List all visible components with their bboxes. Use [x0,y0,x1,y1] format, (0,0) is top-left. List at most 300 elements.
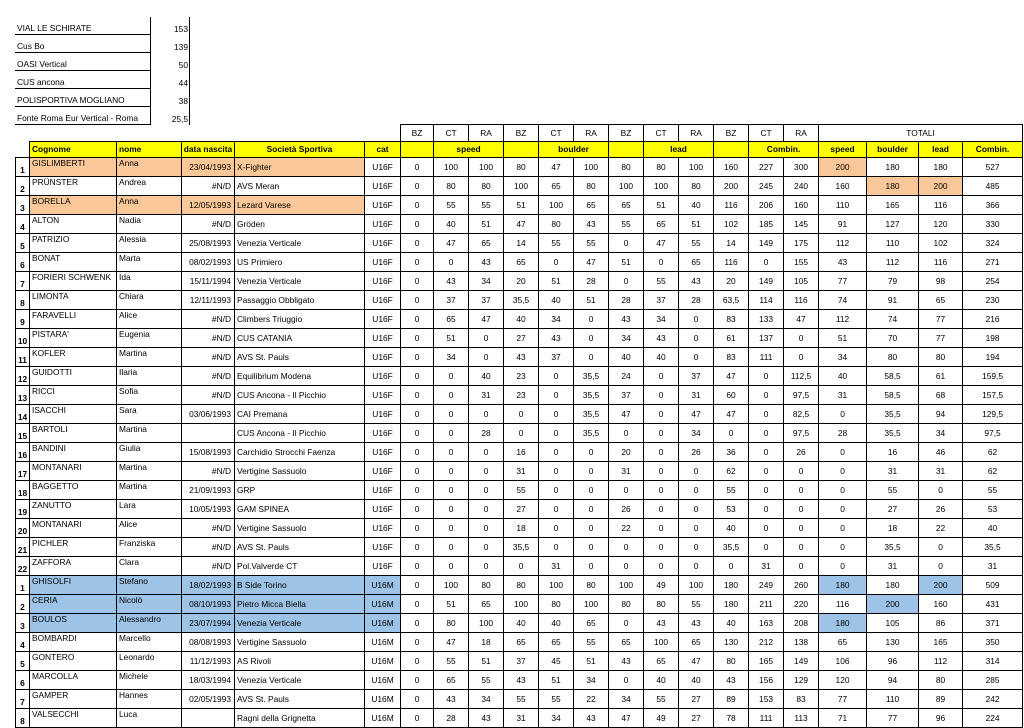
nome-cell: Leonardo [117,652,182,671]
score-cell: 55 [539,234,574,253]
score-cell: 31 [679,386,714,405]
club-name: Fonte Roma Eur Vertical - Roma [15,107,151,125]
position-cell: 12 [16,367,30,386]
score-cell: 180 [714,576,749,595]
total-cell: 65 [919,291,963,310]
nome-cell: Martina [117,462,182,481]
birth-date-cell: #N/D [182,386,235,405]
score-cell: 65 [539,177,574,196]
total-cell: 180 [867,158,919,177]
birth-date-cell: 23/07/1994 [182,614,235,633]
score-cell: 0 [609,272,644,291]
total-cell: 110 [819,196,867,215]
score-cell: 116 [784,291,819,310]
score-cell: 0 [679,557,714,576]
score-cell: 80 [644,595,679,614]
score-cell: 27 [679,709,714,728]
score-cell: 0 [539,538,574,557]
category-cell: U16F [365,329,401,348]
ranking-row [16,500,1023,519]
cognome-cell: MONTANARI [30,462,117,481]
position-cell: 20 [16,519,30,538]
birth-date-cell: 23/04/1993 [182,158,235,177]
ranking-row [16,253,1023,272]
score-cell: 20 [609,443,644,462]
score-cell: 47 [609,709,644,728]
cognome-cell: BONAT [30,253,117,272]
total-cell: 31 [867,462,919,481]
score-cell: 0 [434,443,469,462]
total-cell: 58,5 [867,386,919,405]
total-cell: 120 [919,215,963,234]
total-cell: 180 [919,158,963,177]
total-cell: 0 [819,405,867,424]
birth-date-cell: 18/02/1993 [182,576,235,595]
score-cell: 43 [644,329,679,348]
cognome-cell: VALSECCHI [30,709,117,728]
score-cell: 55 [504,690,539,709]
score-cell: 35,5 [574,424,609,443]
column-header-row [16,142,1023,158]
ranking-row [16,424,1023,443]
birth-date-cell: 12/05/1993 [182,196,235,215]
position-cell: 13 [16,386,30,405]
category-cell: U16F [365,177,401,196]
score-cell: 65 [469,234,504,253]
score-cell: 0 [574,329,609,348]
score-cell: 100 [644,633,679,652]
club-name: OASI Vertical [15,53,151,71]
societa-cell: Venezia Verticale [235,234,365,253]
total-cell: 324 [963,234,1023,253]
score-cell: 35,5 [714,538,749,557]
score-cell: 82,5 [784,405,819,424]
position-cell: 2 [16,177,30,196]
nome-cell: Lara [117,500,182,519]
region-header-cell: RA [679,125,714,142]
societa-cell: Venezia Verticale [235,272,365,291]
total-cell: 96 [867,652,919,671]
score-cell: 200 [714,177,749,196]
total-cell: 97,5 [963,424,1023,443]
score-cell: 43 [679,614,714,633]
score-cell: 65 [504,633,539,652]
score-cell: 55 [469,196,504,215]
birth-date-cell: 18/03/1994 [182,671,235,690]
score-cell: 80 [714,652,749,671]
combin-header: Combin. [749,142,819,158]
category-cell: U16M [365,690,401,709]
total-cell: 112 [919,652,963,671]
ranking-row [16,690,1023,709]
total-cell: 0 [819,500,867,519]
total-cell: 40 [963,519,1023,538]
score-cell: 55 [644,272,679,291]
total-cell: 330 [963,215,1023,234]
score-cell: 47 [714,405,749,424]
score-cell: 45 [539,652,574,671]
score-cell: 129 [784,671,819,690]
total-cell: 77 [819,690,867,709]
total-cell: 31 [963,557,1023,576]
score-cell: 0 [401,557,434,576]
score-cell: 100 [504,177,539,196]
societa-cell: Pietro Micca Biella [235,595,365,614]
score-cell: 20 [504,272,539,291]
ranking-row [16,557,1023,576]
score-cell: 0 [401,272,434,291]
birth-date-cell: 03/06/1993 [182,405,235,424]
total-cell: 0 [819,538,867,557]
score-cell: 0 [539,424,574,443]
score-cell: 100 [469,614,504,633]
position-cell: 18 [16,481,30,500]
ranking-row [16,671,1023,690]
score-cell: 27 [504,500,539,519]
club-score: 50 [151,53,190,71]
category-cell: U16F [365,443,401,462]
club-score: 153 [151,17,190,35]
birth-date-cell: #N/D [182,519,235,538]
score-cell: 34 [609,329,644,348]
total-cell: 194 [963,348,1023,367]
score-cell: 47 [434,633,469,652]
total-cell: 31 [819,386,867,405]
score-cell: 0 [574,519,609,538]
total-cell: 80 [867,348,919,367]
score-cell: 65 [574,196,609,215]
score-cell: 0 [401,329,434,348]
score-cell: 47 [469,310,504,329]
score-cell: 240 [784,177,819,196]
position-cell: 14 [16,405,30,424]
total-cell: 242 [963,690,1023,709]
position-cell: 11 [16,348,30,367]
score-cell: 80 [504,158,539,177]
score-cell: 155 [784,253,819,272]
score-cell: 0 [401,633,434,652]
score-cell: 149 [784,652,819,671]
score-cell: 0 [539,462,574,481]
score-cell: 55 [679,234,714,253]
ranking-row [16,595,1023,614]
score-cell: 65 [469,595,504,614]
birth-date-cell: 10/05/1993 [182,500,235,519]
score-cell: 0 [401,519,434,538]
nome-cell: Alessia [117,234,182,253]
nome-cell: Michele [117,671,182,690]
category-cell: U16F [365,557,401,576]
score-cell: 80 [434,614,469,633]
score-cell: 0 [434,481,469,500]
score-cell: 160 [784,196,819,215]
score-cell: 40 [609,348,644,367]
nome-cell: Alice [117,310,182,329]
cognome-cell: FORIERI SCHWENK [30,272,117,291]
score-cell: 0 [609,424,644,443]
score-cell: 37 [469,291,504,310]
birth-date-cell: #N/D [182,215,235,234]
score-cell: 47 [784,310,819,329]
societa-cell: Vertigine Sassuolo [235,462,365,481]
score-cell: 113 [784,709,819,728]
total-cell: 130 [867,633,919,652]
position-cell: 10 [16,329,30,348]
score-cell: 227 [749,158,784,177]
nome-cell: Marcello [117,633,182,652]
total-cell: 89 [919,690,963,709]
score-cell: 0 [401,177,434,196]
score-cell: 28 [434,709,469,728]
score-cell: 31 [504,462,539,481]
cognome-cell: MONTANARI [30,519,117,538]
birth-date-cell: 02/05/1993 [182,690,235,709]
societa-cell: Passaggio Obbligato [235,291,365,310]
score-cell: 18 [469,633,504,652]
score-cell: 40 [679,671,714,690]
score-cell: 43 [469,709,504,728]
score-cell: 149 [749,272,784,291]
score-cell: 14 [504,234,539,253]
total-cell: 55 [867,481,919,500]
score-cell: 34 [539,709,574,728]
score-cell: 185 [749,215,784,234]
societa-cell: AVS St. Pauls [235,348,365,367]
birth-date-cell: #N/D [182,538,235,557]
position-cell: 17 [16,462,30,481]
score-cell: 40 [714,614,749,633]
score-cell: 27 [679,690,714,709]
score-cell: 0 [539,253,574,272]
cognome-cell: RICCI [30,386,117,405]
score-cell: 0 [401,652,434,671]
score-cell: 0 [749,253,784,272]
total-cell: 198 [963,329,1023,348]
score-cell: 80 [469,177,504,196]
ranking-row [16,576,1023,595]
birth-date-cell: #N/D [182,177,235,196]
societa-cell: AS Rivoli [235,652,365,671]
total-cell: 31 [867,557,919,576]
score-cell: 0 [401,367,434,386]
nome-cell: Martina [117,348,182,367]
category-cell: U16M [365,671,401,690]
ranking-row [16,158,1023,177]
score-cell: 0 [401,424,434,443]
score-cell: 0 [644,462,679,481]
total-cell: 285 [963,671,1023,690]
score-cell: 34 [434,348,469,367]
cognome-cell: ZAFFORA [30,557,117,576]
score-cell: 0 [539,519,574,538]
score-cell: 55 [574,633,609,652]
nome-cell: Sofia [117,386,182,405]
region-header-cell: CT [749,125,784,142]
score-cell: 23 [504,367,539,386]
total-cell: 91 [819,215,867,234]
societa-cell: Pol.Valverde CT [235,557,365,576]
score-cell: 43 [574,709,609,728]
nome-cell: Nicolò [117,595,182,614]
birth-date-cell: 25/08/1993 [182,234,235,253]
total-cell: 68 [919,386,963,405]
ranking-row [16,348,1023,367]
score-cell: 0 [401,215,434,234]
ranking-row [16,386,1023,405]
score-cell: 31 [609,462,644,481]
score-cell: 0 [644,519,679,538]
nome-header: nome [117,142,182,158]
total-cell: 55 [963,481,1023,500]
category-cell: U16M [365,652,401,671]
cognome-cell: GAMPER [30,690,117,709]
score-cell: 0 [539,443,574,462]
nome-cell: Alice [117,519,182,538]
score-cell: 22 [609,519,644,538]
tot-combin-header: Combin. [963,142,1023,158]
score-cell: 0 [401,234,434,253]
position-cell: 8 [16,291,30,310]
total-cell: 70 [867,329,919,348]
total-cell: 35,5 [963,538,1023,557]
societa-cell: Lezard Varese [235,196,365,215]
score-cell: 130 [714,633,749,652]
score-cell: 40 [469,367,504,386]
club-score: 139 [151,35,190,53]
club-score: 38 [151,89,190,107]
cognome-cell: PRÜNSTER [30,177,117,196]
score-cell: 112,5 [784,367,819,386]
score-cell: 47 [644,234,679,253]
region-header-cell: RA [469,125,504,142]
societa-cell: Ragni della Grignetta [235,709,365,728]
position-cell: 9 [16,310,30,329]
score-cell: 47 [679,405,714,424]
score-cell: 145 [784,215,819,234]
score-cell: 80 [609,158,644,177]
score-cell: 0 [714,557,749,576]
score-cell: 43 [609,310,644,329]
score-cell: 83 [784,690,819,709]
score-cell: 55 [679,595,714,614]
score-cell: 100 [609,576,644,595]
score-cell: 26 [784,443,819,462]
category-cell: U16F [365,272,401,291]
total-cell: 371 [963,614,1023,633]
score-cell: 0 [434,519,469,538]
score-cell: 0 [469,481,504,500]
total-cell: 106 [819,652,867,671]
score-cell: 51 [539,671,574,690]
total-cell: 94 [867,671,919,690]
score-cell: 43 [714,671,749,690]
nome-cell: Giulia [117,443,182,462]
score-cell: 37 [434,291,469,310]
score-cell: 80 [504,576,539,595]
score-cell: 0 [784,348,819,367]
score-cell: 43 [609,652,644,671]
score-cell: 0 [749,405,784,424]
total-cell: 180 [819,576,867,595]
total-cell: 22 [919,519,963,538]
total-cell: 216 [963,310,1023,329]
score-cell: 65 [504,253,539,272]
societa-cell: GRP [235,481,365,500]
score-cell: 0 [574,538,609,557]
score-cell: 0 [574,310,609,329]
birth-date-cell: 08/08/1993 [182,633,235,652]
total-cell: 314 [963,652,1023,671]
score-cell: 0 [784,519,819,538]
score-cell: 0 [401,595,434,614]
total-cell: 224 [963,709,1023,728]
total-cell: 431 [963,595,1023,614]
ranking-row [16,481,1023,500]
societa-cell: Vertigine Sassuolo [235,519,365,538]
score-cell: 0 [434,367,469,386]
score-cell: 0 [784,557,819,576]
score-cell: 35,5 [574,367,609,386]
score-cell: 0 [539,367,574,386]
total-cell: 254 [963,272,1023,291]
total-cell: 200 [867,595,919,614]
score-cell: 65 [609,633,644,652]
score-cell: 53 [714,500,749,519]
score-cell: 102 [714,215,749,234]
cognome-cell: LIMONTA [30,291,117,310]
birth-date-cell: #N/D [182,329,235,348]
score-cell: 43 [434,272,469,291]
birth-date-cell: 08/02/1993 [182,253,235,272]
score-cell: 51 [504,196,539,215]
score-cell: 31 [749,557,784,576]
score-cell: 65 [539,633,574,652]
ranking-row [16,462,1023,481]
score-cell: 40 [504,310,539,329]
score-cell: 300 [784,158,819,177]
total-cell: 180 [867,576,919,595]
score-cell: 0 [434,557,469,576]
score-cell: 0 [401,462,434,481]
score-cell: 40 [714,519,749,538]
birth-date-cell: 21/09/1993 [182,481,235,500]
position-cell: 1 [16,158,30,177]
total-cell: 160 [919,595,963,614]
score-cell: 65 [679,633,714,652]
cognome-cell: BARTOLI [30,424,117,443]
score-cell: 43 [434,690,469,709]
score-cell: 0 [609,671,644,690]
category-cell: U16F [365,348,401,367]
ranking-row [16,215,1023,234]
category-cell: U16F [365,405,401,424]
score-cell: 0 [434,424,469,443]
cognome-cell: PISTARA' [30,329,117,348]
score-cell: 0 [401,158,434,177]
nome-cell: Eugenia [117,329,182,348]
score-cell: 27 [504,329,539,348]
club-row [15,17,190,35]
score-cell: 0 [469,500,504,519]
total-cell: 62 [963,462,1023,481]
score-cell: 0 [644,253,679,272]
score-cell: 80 [644,158,679,177]
tot-boulder-header: boulder [867,142,919,158]
score-cell: 20 [714,272,749,291]
total-cell: 105 [867,614,919,633]
score-cell: 0 [644,367,679,386]
score-cell: 16 [504,443,539,462]
